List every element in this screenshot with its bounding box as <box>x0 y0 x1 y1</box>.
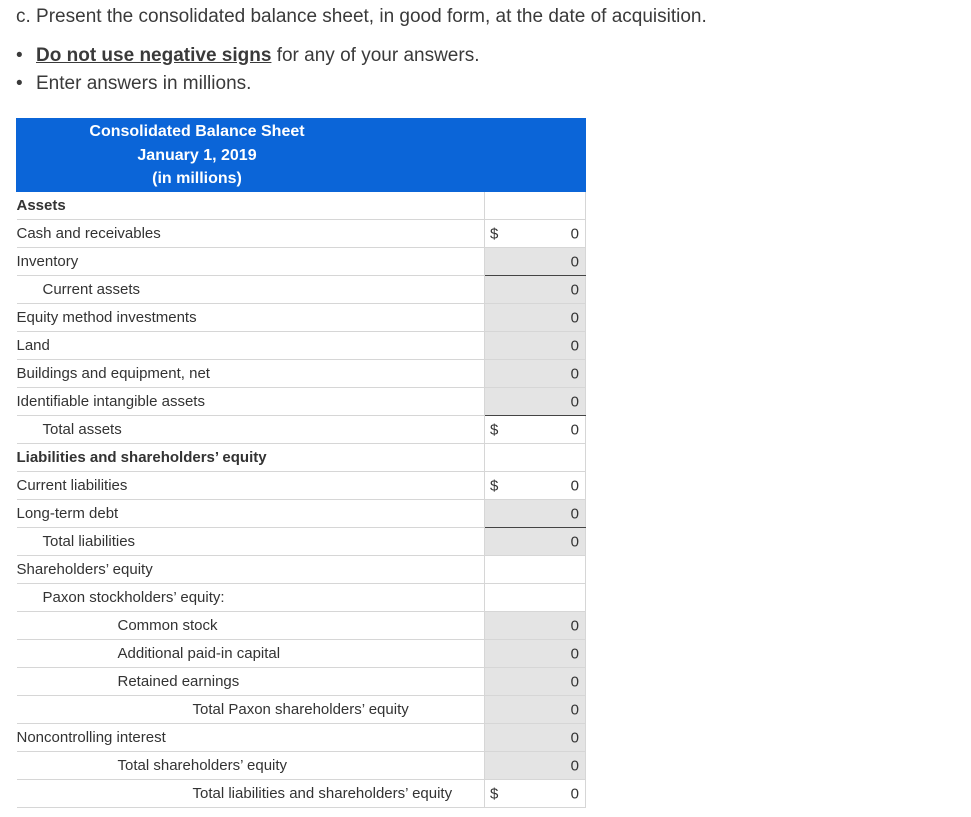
table-row <box>17 528 586 556</box>
table-row <box>17 332 586 360</box>
section-heading-liabilities: Liabilities and shareholders’ equity <box>17 444 485 472</box>
current-assets-total <box>485 276 586 304</box>
row-label: Noncontrolling interest <box>17 724 485 752</box>
balance-sheet-table <box>16 118 586 808</box>
value-text: 0 <box>570 477 579 494</box>
table-row <box>17 444 586 472</box>
value-text: 0 <box>570 645 579 662</box>
table-row <box>17 248 586 276</box>
row-label: Total liabilities <box>17 528 485 556</box>
intangible-assets-input[interactable] <box>485 388 586 416</box>
bullet-icon: • <box>16 45 23 66</box>
cash-receivables-input[interactable] <box>485 220 586 248</box>
value-text: 0 <box>570 309 579 326</box>
table-row <box>17 612 586 640</box>
common-stock-input[interactable] <box>485 612 586 640</box>
total-assets-value <box>485 416 586 444</box>
value-text: 0 <box>570 253 579 270</box>
row-label: Current liabilities <box>17 472 485 500</box>
row-label: Total liabilities and shareholders’ equity <box>17 780 485 808</box>
sheet-title: Consolidated Balance Sheet <box>89 123 305 140</box>
table-row <box>17 668 586 696</box>
table-row <box>17 696 586 724</box>
instruction-text: for any of your answers. <box>271 45 480 66</box>
buildings-equipment-input[interactable] <box>485 360 586 388</box>
value-text: 0 <box>570 757 579 774</box>
total-shareholders-equity-value <box>485 752 586 780</box>
value-text: 0 <box>570 393 579 410</box>
section-heading-assets: Assets <box>17 192 485 220</box>
land-input[interactable] <box>485 332 586 360</box>
instruction-emphasis: Do not use negative signs <box>36 45 272 66</box>
sheet-units: (in millions) <box>152 170 242 187</box>
empty-value-cell <box>485 556 586 584</box>
table-row <box>17 276 586 304</box>
sheet-date: January 1, 2019 <box>137 146 257 164</box>
empty-value-cell <box>485 584 586 612</box>
row-label: Total Paxon shareholders’ equity <box>17 696 485 724</box>
value-text: 0 <box>570 365 579 382</box>
empty-value-cell <box>485 192 586 220</box>
total-liabilities-equity-value <box>485 780 586 808</box>
table-row <box>17 416 586 444</box>
current-liabilities-input[interactable] <box>485 472 586 500</box>
value-text: 0 <box>570 505 579 522</box>
row-label: Identifiable intangible assets <box>17 388 485 416</box>
empty-value-cell <box>485 444 586 472</box>
question-text: c. Present the consolidated balance sheet, in good form, at the date of acquisition. <box>16 6 707 27</box>
table-row <box>17 192 586 220</box>
row-label: Shareholders’ equity <box>17 556 485 584</box>
row-label: Cash and receivables <box>17 220 485 248</box>
table-header-row <box>17 119 586 192</box>
table-header-value-cell <box>485 119 586 192</box>
table-row <box>17 304 586 332</box>
row-label: Additional paid-in capital <box>17 640 485 668</box>
dollar-sign: $ <box>490 477 499 494</box>
equity-method-investments-input[interactable] <box>485 304 586 332</box>
table-row <box>17 500 586 528</box>
table-row <box>17 724 586 752</box>
value-text: 0 <box>570 673 579 690</box>
dollar-sign: $ <box>490 421 499 438</box>
value-text: 0 <box>570 421 579 438</box>
instructions-list <box>16 42 479 98</box>
bullet-icon: • <box>16 73 23 94</box>
noncontrolling-interest-input[interactable] <box>485 724 586 752</box>
row-label: Retained earnings <box>17 668 485 696</box>
row-label: Buildings and equipment, net <box>17 360 485 388</box>
value-text: 0 <box>570 729 579 746</box>
table-row <box>17 472 586 500</box>
dollar-sign: $ <box>490 785 499 802</box>
row-label: Land <box>17 332 485 360</box>
retained-earnings-input[interactable] <box>485 668 586 696</box>
value-text: 0 <box>570 281 579 298</box>
instruction-item <box>16 70 479 98</box>
value-text: 0 <box>570 225 579 242</box>
instruction-text: Enter answers in millions. <box>36 73 252 94</box>
table-row <box>17 584 586 612</box>
inventory-input[interactable] <box>485 248 586 276</box>
dollar-sign: $ <box>490 225 499 242</box>
table-row <box>17 360 586 388</box>
table-row <box>17 780 586 808</box>
row-label: Long-term debt <box>17 500 485 528</box>
row-label: Equity method investments <box>17 304 485 332</box>
total-liabilities-value <box>485 528 586 556</box>
value-text: 0 <box>570 533 579 550</box>
table-row <box>17 388 586 416</box>
value-text: 0 <box>570 617 579 634</box>
value-text: 0 <box>570 701 579 718</box>
value-text: 0 <box>570 785 579 802</box>
long-term-debt-input[interactable] <box>485 500 586 528</box>
row-label: Current assets <box>17 276 485 304</box>
row-label: Paxon stockholders’ equity: <box>17 584 485 612</box>
row-label: Inventory <box>17 248 485 276</box>
table-row <box>17 556 586 584</box>
total-paxon-equity-value <box>485 696 586 724</box>
table-header <box>17 119 485 192</box>
table-row <box>17 752 586 780</box>
instruction-item <box>16 42 479 70</box>
additional-paid-in-capital-input[interactable] <box>485 640 586 668</box>
row-label: Total assets <box>17 416 485 444</box>
row-label: Total shareholders’ equity <box>17 752 485 780</box>
row-label: Common stock <box>17 612 485 640</box>
table-row <box>17 640 586 668</box>
table-row <box>17 220 586 248</box>
value-text: 0 <box>570 337 579 354</box>
